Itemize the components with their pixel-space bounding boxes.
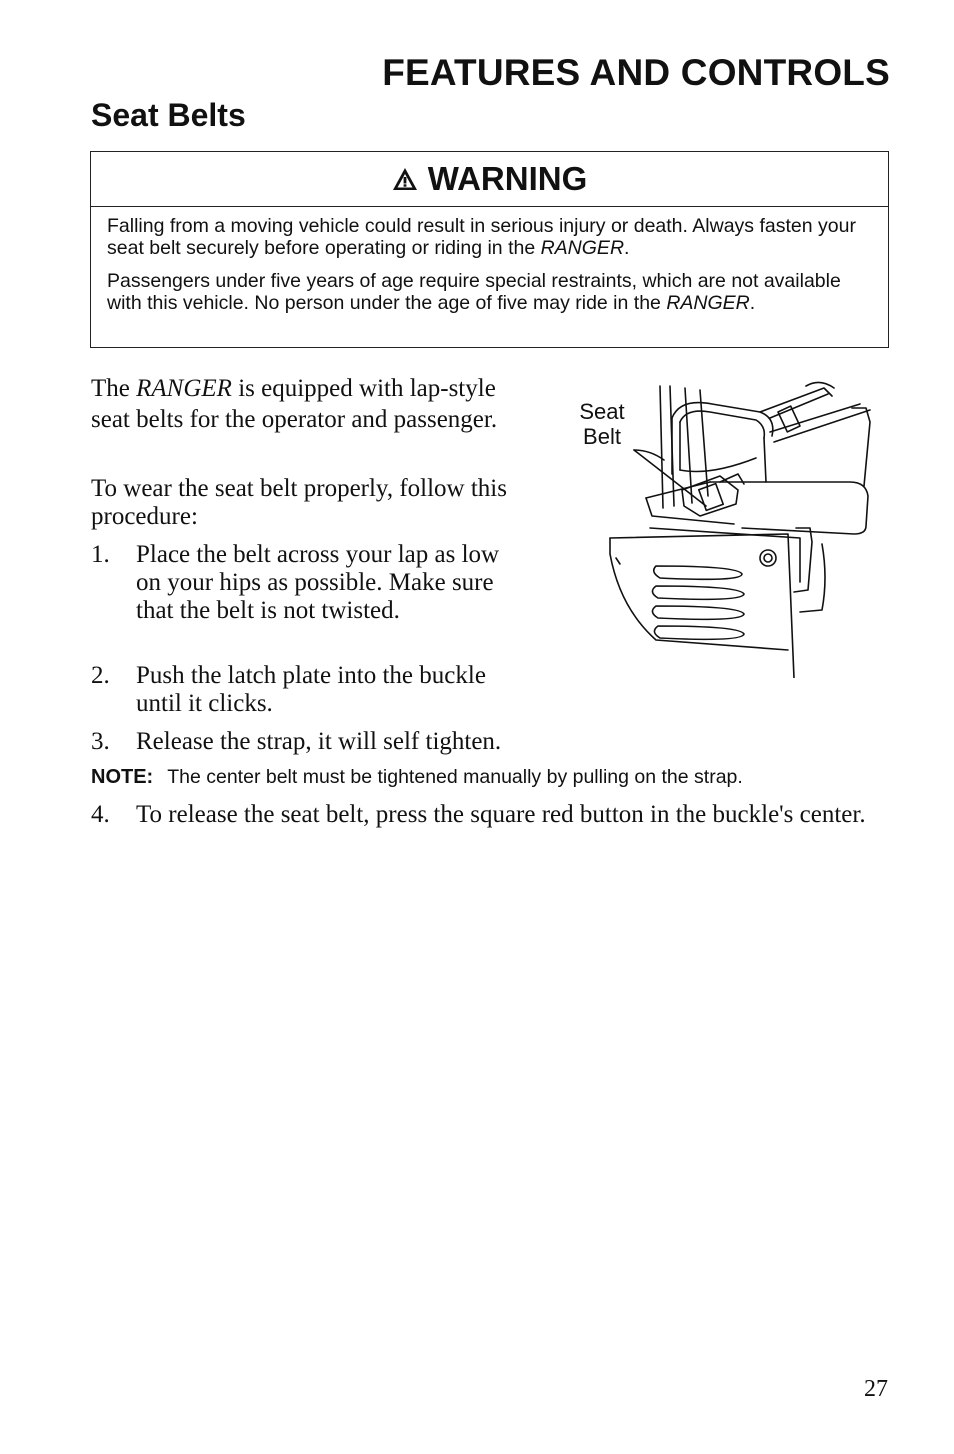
warning-triangle-icon	[392, 167, 418, 191]
warning-title: WARNING	[427, 160, 588, 197]
seat-drawing	[560, 378, 880, 678]
intro-paragraph: The RANGER is equipped with lap-style seat belts for the operator and passenger.	[91, 375, 498, 433]
page-number: 27	[864, 1376, 888, 1402]
seat-belt-illustration	[560, 378, 880, 678]
section-title: FEATURES AND CONTROLS	[382, 52, 890, 93]
warning-header	[91, 152, 888, 207]
warning-paragraph-2: Passengers under five years of age require special restraints, which are not available with this vehicle. No person under the age of five may ride in the RANGER.	[107, 270, 841, 314]
page-title: Seat Belts	[91, 97, 246, 133]
figure-label: Seat Belt	[579, 399, 625, 449]
procedure-intro: To wear the seat belt properly, follow this procedure:	[91, 475, 507, 530]
note	[91, 766, 743, 789]
warning-paragraph-1: Falling from a moving vehicle could result in serious injury or death. Always fasten your seat belt securely before operating or riding in the RANGER.	[107, 215, 856, 259]
note-label: NOTE:	[91, 766, 154, 788]
note-text: The center belt must be tightened manually by pulling on the strap.	[167, 766, 743, 788]
warning-body	[91, 207, 888, 314]
warning-box	[90, 151, 889, 348]
step-1: 1. Place the belt across your lap as low on your hips as possible. Make sure that the belt is not twisted.	[91, 541, 500, 624]
step-3: 3. Release the strap, it will self tighten.	[91, 728, 502, 755]
step-4: 4. To release the seat belt, press the square red button in the buckle's center.	[91, 801, 866, 828]
step-2: 2. Push the latch plate into the buckle until it clicks.	[91, 662, 486, 717]
